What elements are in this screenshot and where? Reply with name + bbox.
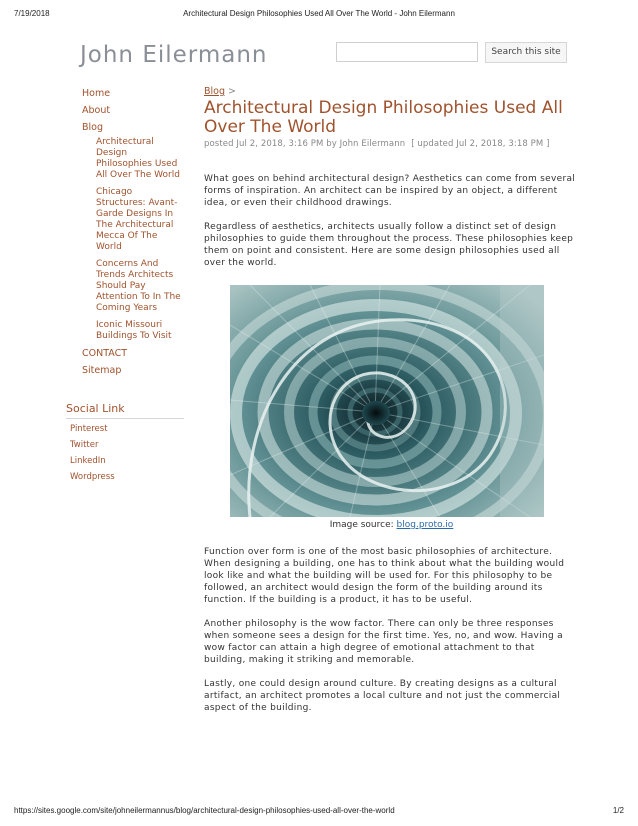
nav-subitem-concerns-trends[interactable]: Concerns And Trends Architects Should Pay Attention To In The Coming Years <box>96 259 181 313</box>
article-paragraph: Another philosophy is the wow factor. There can only be three responses when someone sees a design for the first time. Yes, no, and wow. Having a wow factor can attain a high degree of emotional attachment to that building, making it striking and memorable. <box>204 619 563 665</box>
social-link-pinterest[interactable]: Pinterest <box>70 424 108 434</box>
nav-subitem-architectural-design[interactable]: Architectural Design Philosophies Used All Over The World <box>96 137 180 180</box>
image-caption <box>204 520 579 530</box>
nav-subitem-chicago-structures[interactable]: Chicago Structures: Avant-Garde Designs In The Architectural Mecca Of The World <box>96 187 178 252</box>
nav-item-sitemap[interactable] <box>82 365 182 377</box>
article-body-lower <box>204 546 579 726</box>
post-meta <box>204 139 579 149</box>
article-paragraph: Regardless of aesthetics, architects usually follow a distinct set of design philosophies to guide them throughout the process. These philosophies keep them on point and consistent. Here are some design philosophies used all over the world. <box>204 222 574 268</box>
breadcrumb-separator: > <box>228 86 236 97</box>
nav-link-blog[interactable]: Blog <box>82 122 103 133</box>
nav-link-sitemap[interactable]: Sitemap <box>82 365 122 376</box>
nav-item-about[interactable] <box>82 105 182 117</box>
search-button[interactable]: Search this site <box>485 42 567 63</box>
post-title: Architectural Design Philosophies Used All Over The World <box>204 98 563 137</box>
nav-item-blog[interactable] <box>82 122 182 342</box>
social-link-twitter[interactable]: Twitter <box>70 440 99 450</box>
print-footer <box>0 806 638 820</box>
sidebar-nav <box>82 88 182 382</box>
nav-item-contact[interactable] <box>82 348 182 360</box>
social-links <box>66 402 184 488</box>
post-meta-posted: posted Jul 2, 2018, 3:16 PM by John Eilermann <box>204 139 406 149</box>
spiral-staircase-image <box>230 285 544 517</box>
article-paragraph: What goes on behind architectural design? Aesthetics can come from several forms of inspiration. An architect can be inspired by an object, a different idea, or even their childhood drawings. <box>204 174 576 208</box>
print-url: https://sites.google.com/site/johneilermannus/blog/architectural-design-philosophies-used-all-over-the-world <box>14 806 395 815</box>
article <box>204 86 579 269</box>
print-header <box>0 0 638 20</box>
print-date: 7/19/2018 <box>14 9 50 18</box>
post-meta-updated: [ updated Jul 2, 2018, 3:18 PM ] <box>411 139 550 149</box>
site-title[interactable]: John Eilermann <box>80 42 268 68</box>
breadcrumb-blog-link[interactable]: Blog <box>204 86 225 97</box>
nav-subitem-iconic-missouri[interactable]: Iconic Missouri Buildings To Visit <box>96 320 172 341</box>
image-caption-prefix: Image source: <box>329 520 394 530</box>
social-link-wordpress[interactable]: Wordpress <box>70 472 115 482</box>
print-page-number: 1/2 <box>612 806 624 815</box>
breadcrumb <box>204 86 579 97</box>
article-paragraph: Function over form is one of the most basic philosophies of architecture. When designing a building, one has to think about what the building would look like and what the building will be used for. For this philosophy to be followed, an architect would design the form of the building around its function. If the building is a product, it has to be useful. <box>204 547 565 605</box>
search-input[interactable] <box>336 42 478 62</box>
image-source-link[interactable]: blog.proto.io <box>396 520 454 530</box>
social-title: Social Link <box>66 402 184 419</box>
blog-subnav <box>96 137 182 342</box>
nav-link-home[interactable]: Home <box>82 88 111 99</box>
print-page-title: Architectural Design Philosophies Used All Over The World - John Eilermann <box>183 9 455 18</box>
social-link-linkedin[interactable]: LinkedIn <box>70 456 106 466</box>
nav-item-home[interactable] <box>82 88 182 100</box>
nav-link-contact[interactable]: CONTACT <box>82 348 128 359</box>
nav-link-about[interactable]: About <box>82 105 111 116</box>
article-paragraph: Lastly, one could design around culture. By creating designs as a cultural artifact, an architect promotes a local culture and not just the commercial aspect of the building. <box>204 679 561 713</box>
